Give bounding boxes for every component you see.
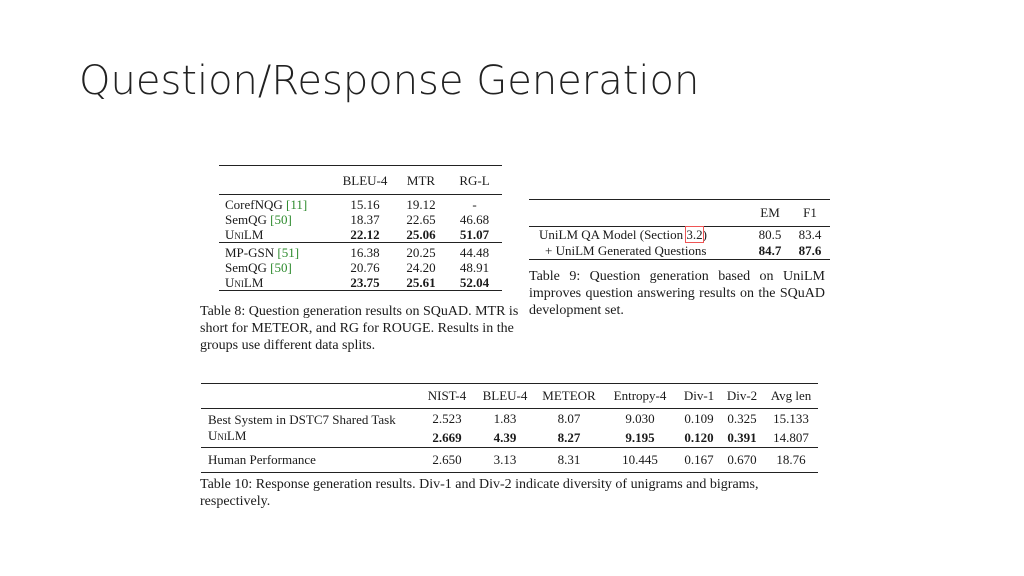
table-row xyxy=(219,212,502,227)
t8-cell: 15.16 xyxy=(350,197,380,212)
t9-header-blank xyxy=(529,200,750,227)
table-row xyxy=(219,260,502,275)
t10-cell: 0.167 xyxy=(684,452,714,467)
t8-cell: 22.65 xyxy=(406,212,436,227)
t10-cell: 9.030 xyxy=(625,410,655,426)
t8-header-rgl: RG-L xyxy=(459,172,490,188)
t10-model-name: UniLM xyxy=(208,428,247,443)
table-8 xyxy=(219,165,502,291)
table-row xyxy=(201,409,818,429)
t8-cell: 19.12 xyxy=(406,197,436,212)
table-row xyxy=(529,243,830,260)
citation-link[interactable]: [50] xyxy=(270,212,292,227)
t8-model-name: UniLM xyxy=(225,227,264,242)
citation-link[interactable]: [51] xyxy=(277,245,300,260)
t8-cell: 24.20 xyxy=(406,260,436,275)
t10-cell: 4.39 xyxy=(493,429,517,445)
t8-model-name: SemQG xyxy=(225,260,267,275)
t9-model-name: + UniLM Generated Questions xyxy=(545,243,707,258)
t10-cell: 3.13 xyxy=(493,452,517,467)
t10-header-blank xyxy=(201,384,420,409)
t8-cell: 51.07 xyxy=(459,227,490,242)
t10-header-div2: Div-2 xyxy=(726,388,758,403)
table-8-caption: Table 8: Question generation results on SQuAD. MTR is short for METEOR, and RG for ROUGE. Results in the groups use different data splits. xyxy=(200,304,519,353)
table-row xyxy=(201,448,818,473)
t8-model-name: UniLM xyxy=(225,275,264,290)
t8-header-blank xyxy=(219,166,335,195)
t8-header-bleu4: BLEU-4 xyxy=(342,172,388,188)
t9-header-em: EM xyxy=(760,205,780,220)
t10-header-entropy4: Entropy-4 xyxy=(613,388,667,403)
t10-cell: 2.650 xyxy=(432,452,462,467)
t8-cell: 20.76 xyxy=(350,260,380,275)
t10-cell: 8.07 xyxy=(557,410,581,426)
t8-model-name: MP-GSN xyxy=(225,245,275,260)
t10-header-meteor: METEOR xyxy=(542,388,596,403)
t10-model-name: Human Performance xyxy=(208,452,316,467)
t8-header-mtr: MTR xyxy=(406,172,436,188)
t10-cell: 15.133 xyxy=(773,410,809,426)
t10-cell: 2.669 xyxy=(432,429,462,445)
t10-cell: 1.83 xyxy=(493,410,517,426)
t10-cell: 0.109 xyxy=(684,410,714,426)
t10-cell: 0.325 xyxy=(727,410,757,426)
t8-model-name: CorefNQG xyxy=(225,197,283,212)
section-link[interactable]: 3.2 xyxy=(686,227,703,242)
t8-cell: 44.48 xyxy=(459,245,490,260)
t8-cell: 25.06 xyxy=(406,227,436,242)
t10-header-avglen: Avg len xyxy=(770,388,812,403)
t8-cell: 22.12 xyxy=(350,227,380,242)
table-row xyxy=(529,227,830,244)
table-row xyxy=(219,227,502,243)
t9-cell: 87.6 xyxy=(798,243,822,258)
t10-cell: 18.76 xyxy=(776,452,806,467)
table-row xyxy=(201,428,818,448)
table-row xyxy=(219,275,502,291)
t9-cell: 83.4 xyxy=(798,227,822,242)
t9-cell: 84.7 xyxy=(758,243,782,258)
t10-header-bleu4: BLEU-4 xyxy=(482,388,528,403)
t10-cell: 9.195 xyxy=(625,429,655,445)
t10-header-div1: Div-1 xyxy=(683,388,715,403)
table-row xyxy=(219,195,502,213)
t8-cell: 46.68 xyxy=(459,212,490,227)
t10-cell: 8.31 xyxy=(557,452,581,467)
t8-cell: 25.61 xyxy=(406,275,436,290)
citation-link[interactable]: [50] xyxy=(270,260,292,275)
t10-cell: 0.670 xyxy=(727,452,757,467)
t10-cell: 0.391 xyxy=(727,429,757,445)
t8-cell: 16.38 xyxy=(350,245,380,260)
t8-model-name: SemQG xyxy=(225,212,267,227)
citation-link[interactable]: [11] xyxy=(286,197,308,212)
t8-cell: 20.25 xyxy=(406,245,436,260)
t10-cell: 2.523 xyxy=(432,410,462,426)
t8-cell: 48.91 xyxy=(459,260,490,275)
t9-header-f1: F1 xyxy=(803,205,817,220)
slide-title: Question/Response Generation xyxy=(79,58,700,104)
t10-cell: 14.807 xyxy=(773,429,809,445)
t8-cell: 18.37 xyxy=(350,212,380,227)
t10-cell: 0.120 xyxy=(684,429,714,445)
t9-model-name-suffix: ) xyxy=(702,227,707,242)
t8-cell: 23.75 xyxy=(350,275,380,290)
t8-cell: 52.04 xyxy=(459,275,490,290)
t10-model-name: Best System in DSTC7 Shared Task xyxy=(208,412,396,427)
table-row xyxy=(219,243,502,261)
table-9 xyxy=(529,199,830,260)
table-10-caption: Table 10: Response generation results. Div-1 and Div-2 indicate diversity of unigrams and bigrams, respectively. xyxy=(200,477,759,509)
t10-header-nist4: NIST-4 xyxy=(427,388,467,403)
t10-cell: 10.445 xyxy=(622,452,658,467)
t9-model-name: UniLM QA Model (Section xyxy=(539,227,687,242)
t8-cell: - xyxy=(472,197,477,212)
t9-cell: 80.5 xyxy=(758,227,782,242)
table-9-caption: Table 9: Question generation based on UniLM improves question answering results on the SQuAD development set. xyxy=(529,269,825,318)
t10-cell: 8.27 xyxy=(557,429,581,445)
table-10 xyxy=(201,383,818,473)
